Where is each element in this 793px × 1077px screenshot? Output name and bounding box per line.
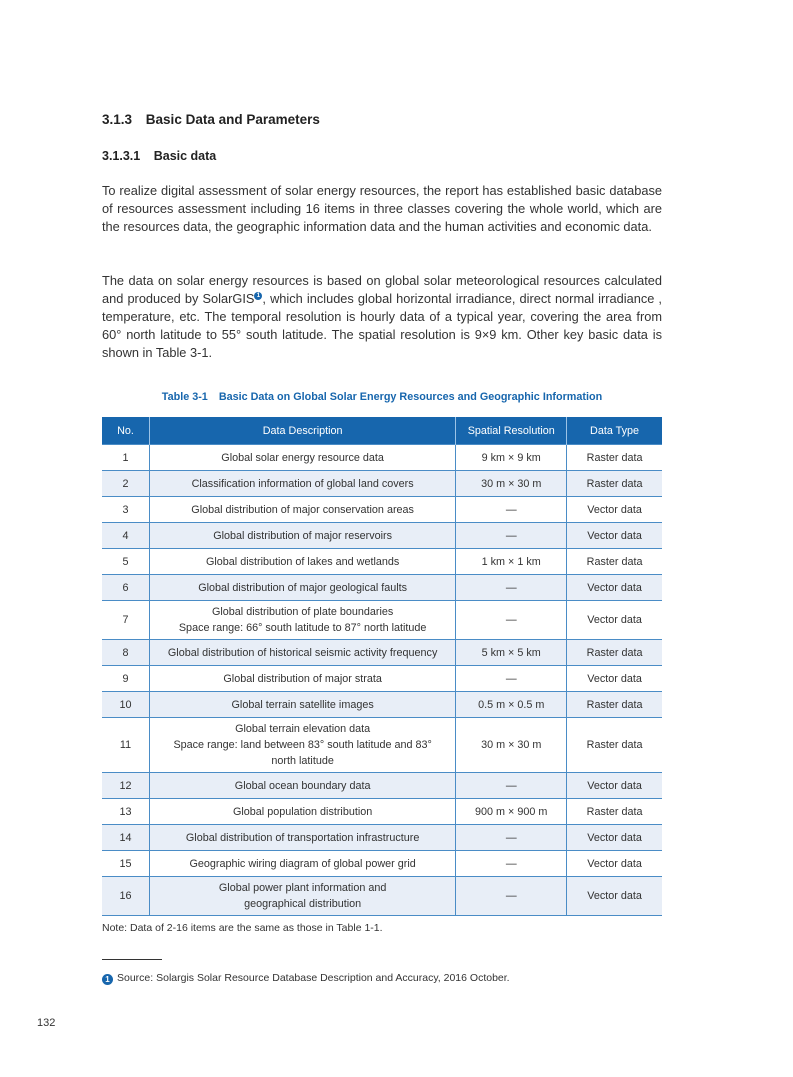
cell-resolution: 5 km × 5 km [456,640,567,666]
cell-type: Vector data [567,666,662,692]
cell-resolution: 30 m × 30 m [456,718,567,773]
paragraph-1: To realize digital assessment of solar energy resources, the report has established basic database of resources assessment including 16 items in three classes covering the whole world, which are the resources data, the geographic information data and the human activities and economic data. [102,183,662,234]
cell-type: Vector data [567,601,662,640]
cell-no: 2 [102,471,149,497]
cell-resolution: — [456,575,567,601]
cell-description: Global distribution of major geological faults [149,575,455,601]
cell-resolution: — [456,825,567,851]
cell-description: Global ocean boundary data [149,773,455,799]
cell-no: 7 [102,601,149,640]
table-row [102,445,662,471]
table-row [102,666,662,692]
cell-type: Vector data [567,851,662,877]
table-row [102,825,662,851]
cell-resolution: 9 km × 9 km [456,445,567,471]
cell-type: Vector data [567,877,662,916]
cell-description: Global distribution of transportation infrastructure [149,825,455,851]
cell-type: Vector data [567,497,662,523]
cell-no: 15 [102,851,149,877]
table-row [102,640,662,666]
header-description: Data Description [149,417,455,445]
table-caption-title: Basic Data on Global Solar Energy Resources and Geographic Information [218,391,603,403]
footnote-ref-icon[interactable]: 1 [254,292,262,300]
paragraph-2-before: The data on solar energy resources is based on global solar meteorological resources calculated and produced by SolarGIS [102,273,662,306]
cell-description: Global power plant information and geographical distribution [149,877,455,916]
table-row [102,773,662,799]
section-heading [102,112,320,127]
cell-no: 12 [102,773,149,799]
cell-no: 4 [102,523,149,549]
cell-type: Raster data [567,445,662,471]
cell-description-main: Global terrain elevation data [235,723,371,735]
header-type: Data Type [567,417,662,445]
cell-resolution: — [456,666,567,692]
cell-resolution: 30 m × 30 m [456,471,567,497]
cell-resolution: — [456,601,567,640]
cell-type: Raster data [567,799,662,825]
table-row [102,549,662,575]
paragraph-2-after: , which includes global horizontal irradiance, direct normal irradiance , temperature, etc. The temporal resolution is hourly data of a typical year, covering the area from 60° north latitude to 55° south latitude. The spatial resolution is 9×9 km. Other key basic data is shown in Table 3-1. [102,291,662,360]
cell-description-range: Space range: 66° south latitude to 87° north latitude [178,622,427,634]
cell-type: Vector data [567,523,662,549]
cell-no: 3 [102,497,149,523]
cell-resolution: — [456,773,567,799]
header-resolution: Spatial Resolution [456,417,567,445]
cell-type: Raster data [567,471,662,497]
table-caption-number: Table 3-1 [161,391,208,403]
cell-description: Geographic wiring diagram of global power grid [149,851,455,877]
table-row [102,575,662,601]
section-number: 3.1.3 [102,112,133,127]
cell-description: Global distribution of lakes and wetlands [149,549,455,575]
cell-no: 6 [102,575,149,601]
cell-description: Global distribution of major conservation areas [149,497,455,523]
cell-description [149,601,455,640]
cell-description-range: Space range: land between 83° south latitude and 83° north latitude [173,739,432,767]
section-title: Basic Data and Parameters [145,112,320,127]
cell-no: 5 [102,549,149,575]
footnote-text: Source: Solargis Solar Resource Database Description and Accuracy, 2016 October. [117,972,510,984]
table-note: Note: Data of 2-16 items are the same as those in Table 1-1. [102,922,383,934]
cell-no: 16 [102,877,149,916]
basic-data-table [102,417,662,916]
cell-type: Raster data [567,640,662,666]
footnote-number-icon: 1 [102,974,113,985]
footnote-divider [102,959,162,960]
table-row [102,471,662,497]
table-header-row [102,417,662,445]
cell-no: 11 [102,718,149,773]
cell-type: Raster data [567,718,662,773]
subsection-title: Basic data [153,149,217,163]
table-row [102,692,662,718]
cell-type: Raster data [567,692,662,718]
cell-description: Global distribution of historical seismic activity frequency [149,640,455,666]
cell-resolution: — [456,523,567,549]
table-row [102,851,662,877]
table-row [102,523,662,549]
cell-resolution: — [456,497,567,523]
cell-description [149,718,455,773]
cell-no: 10 [102,692,149,718]
cell-resolution: — [456,877,567,916]
cell-description-main: Global distribution of plate boundaries [212,606,394,618]
header-no: No. [102,417,149,445]
cell-description: Classification information of global land covers [149,471,455,497]
cell-no: 8 [102,640,149,666]
cell-description: Global solar energy resource data [149,445,455,471]
paragraph-2 [102,272,662,362]
cell-description: Global population distribution [149,799,455,825]
cell-resolution: 0.5 m × 0.5 m [456,692,567,718]
cell-resolution: 1 km × 1 km [456,549,567,575]
subsection-number: 3.1.3.1 [102,149,141,163]
cell-description: Global terrain satellite images [149,692,455,718]
footnote [102,972,510,985]
table-row [102,497,662,523]
table-row [102,877,662,916]
cell-type: Raster data [567,549,662,575]
table-row [102,601,662,640]
page-number: 132 [37,1017,56,1029]
cell-resolution: 900 m × 900 m [456,799,567,825]
cell-type: Vector data [567,825,662,851]
cell-no: 13 [102,799,149,825]
cell-resolution: — [456,851,567,877]
cell-description: Global distribution of major strata [149,666,455,692]
table-row [102,799,662,825]
table-caption [102,391,662,403]
cell-type: Vector data [567,773,662,799]
cell-no: 9 [102,666,149,692]
table-row [102,718,662,773]
cell-description: Global distribution of major reservoirs [149,523,455,549]
cell-no: 14 [102,825,149,851]
subsection-heading [102,149,216,163]
cell-type: Vector data [567,575,662,601]
cell-no: 1 [102,445,149,471]
